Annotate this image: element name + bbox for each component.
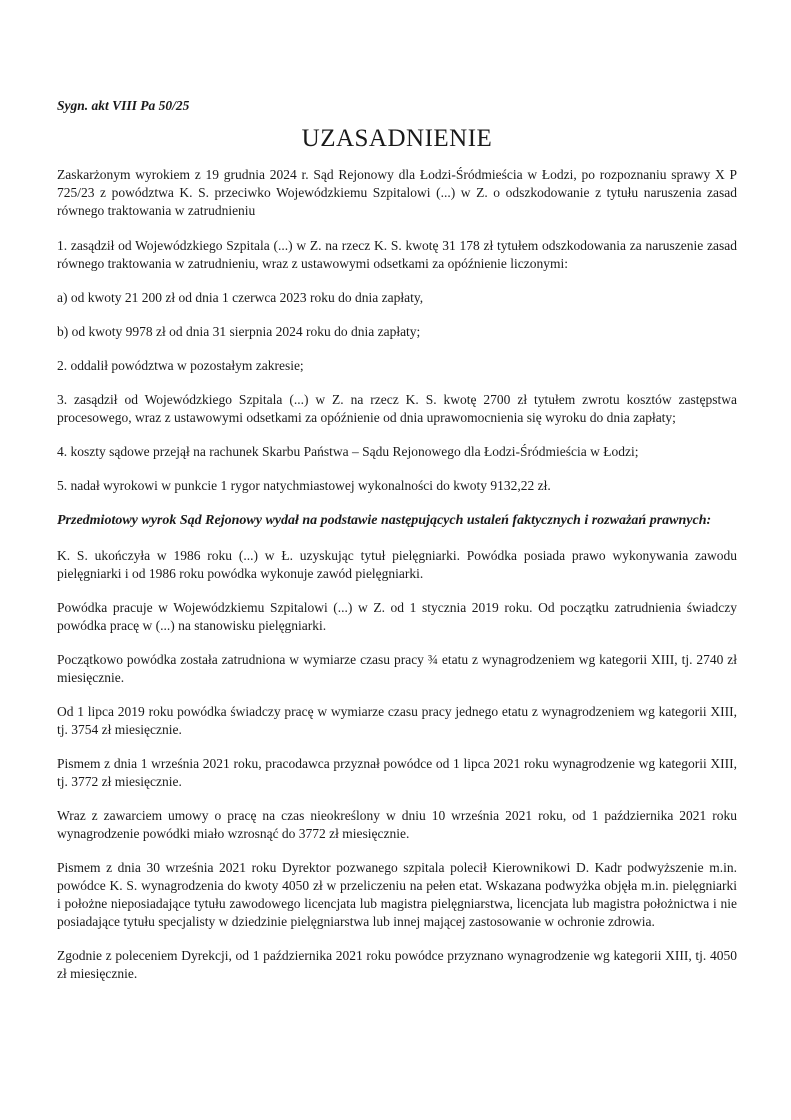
paragraph-point-4: 4. koszty sądowe przejął na rachunek Skarbu Państwa – Sądu Rejonowego dla Łodzi-Śródmieścia w Łodzi; (57, 444, 639, 459)
paragraph-point-2: 2. oddalił powództwa w pozostałym zakresie; (57, 358, 304, 373)
paragraph-initial-salary: Początkowo powódka została zatrudniona w wymiarze czasu pracy ¾ etatu z wynagrodzeniem wg kategorii XIII, tj. 2740 zł miesięcznie. (57, 652, 737, 685)
paragraph-point-1b: b) od kwoty 9978 zł od dnia 31 sierpnia 2024 roku do dnia zapłaty; (57, 324, 421, 339)
case-number: Sygn. akt VIII Pa 50/25 (57, 98, 190, 113)
paragraph-point-5: 5. nadał wyrokowi w punkcie 1 rygor natychmiastowej wykonalności do kwoty 9132,22 zł. (57, 478, 551, 493)
paragraph-intro: Zaskarżonym wyrokiem z 19 grudnia 2024 r. Sąd Rejonowy dla Łodzi-Śródmieścia w Łodzi, po rozpoznaniu sprawy X P 725/23 z powództwa K. S. przeciwko Wojewódzkiemu Szpitalowi (...) w Z. o odszkodowanie z tytułu naruszenia zasad równego traktowania w zatrudnieniu (57, 167, 737, 218)
paragraph-education: K. S. ukończyła w 1986 roku (...) w Ł. uzyskując tytuł pielęgniarki. Powódka posiada prawo wykonywania zawodu pielęgniarki i od 1986 roku powódka wykonuje zawód pielęgniarki. (57, 548, 737, 581)
paragraph-point-3: 3. zasądził od Wojewódzkiego Szpitala (...) w Z. na rzecz K. S. kwotę 2700 zł tytułem zwrotu kosztów zastępstwa procesowego, wraz z ustawowymi odsetkami za opóźnienie od dnia uprawomocnienia się wyroku do dnia zapłaty; (57, 392, 737, 425)
section-heading: Przedmiotowy wyrok Sąd Rejonowy wydał na podstawie następujących ustaleń faktycznych i rozważań prawnych: (57, 513, 712, 528)
paragraph-director-order: Pismem z dnia 30 września 2021 roku Dyrektor pozwanego szpitala polecił Kierownikowi D. Kadr podwyższenie m.in. powódce K. S. wynagrodzenia do kwoty 4050 zł w przeliczeniu na pełen etat. Wskazana podwyżka objęła m.in. pielęgniarki i położne nieposiadające tytułu zawodowego licencjata lub magistra pielęgniarstwa, licencjata lub magistra położnictwa i nie posiadające tytułu specjalisty w dziedzinie pielęgniarstwa lub innej mającej zastosowanie w ochronie zdrowia. (57, 860, 737, 929)
paragraph-employment: Powódka pracuje w Wojewódzkiemu Szpitalowi (...) w Z. od 1 stycznia 2019 roku. Od początku zatrudnienia świadczy powódka pracę w (...) na stanowisku pielęgniarki. (57, 600, 737, 633)
paragraph-point-1: 1. zasądził od Wojewódzkiego Szpitala (...) w Z. na rzecz K. S. kwotę 31 178 zł tytułem odszkodowania za naruszenie zasad równego traktowania w zatrudnieniu, wraz z ustawowymi odsetkami za opóźnienie liczonymi: (57, 238, 737, 271)
paragraph-contract: Wraz z zawarciem umowy o pracę na czas nieokreślony w dniu 10 września 2021 roku, od 1 października 2021 roku wynagrodzenie powódki miało wzrosnąć do 3772 zł miesięcznie. (57, 808, 737, 841)
document-page (57, 98, 737, 999)
paragraph-salary-granted: Zgodnie z poleceniem Dyrekcji, od 1 października 2021 roku powódce przyznano wynagrodzenie wg kategorii XIII, tj. 4050 zł miesięcznie. (57, 948, 737, 981)
document-title: UZASADNIENIE (301, 125, 493, 152)
paragraph-full-time: Od 1 lipca 2019 roku powódka świadczy pracę w wymiarze czasu pracy jednego etatu z wynagrodzeniem wg kategorii XIII, tj. 3754 zł miesięcznie. (57, 704, 737, 737)
paragraph-point-1a: a) od kwoty 21 200 zł od dnia 1 czerwca 2023 roku do dnia zapłaty, (57, 290, 424, 305)
paragraph-letter-september: Pismem z dnia 1 września 2021 roku, pracodawca przyznał powódce od 1 lipca 2021 roku wynagrodzenie wg kategorii XIII, tj. 3772 zł miesięcznie. (57, 756, 737, 789)
